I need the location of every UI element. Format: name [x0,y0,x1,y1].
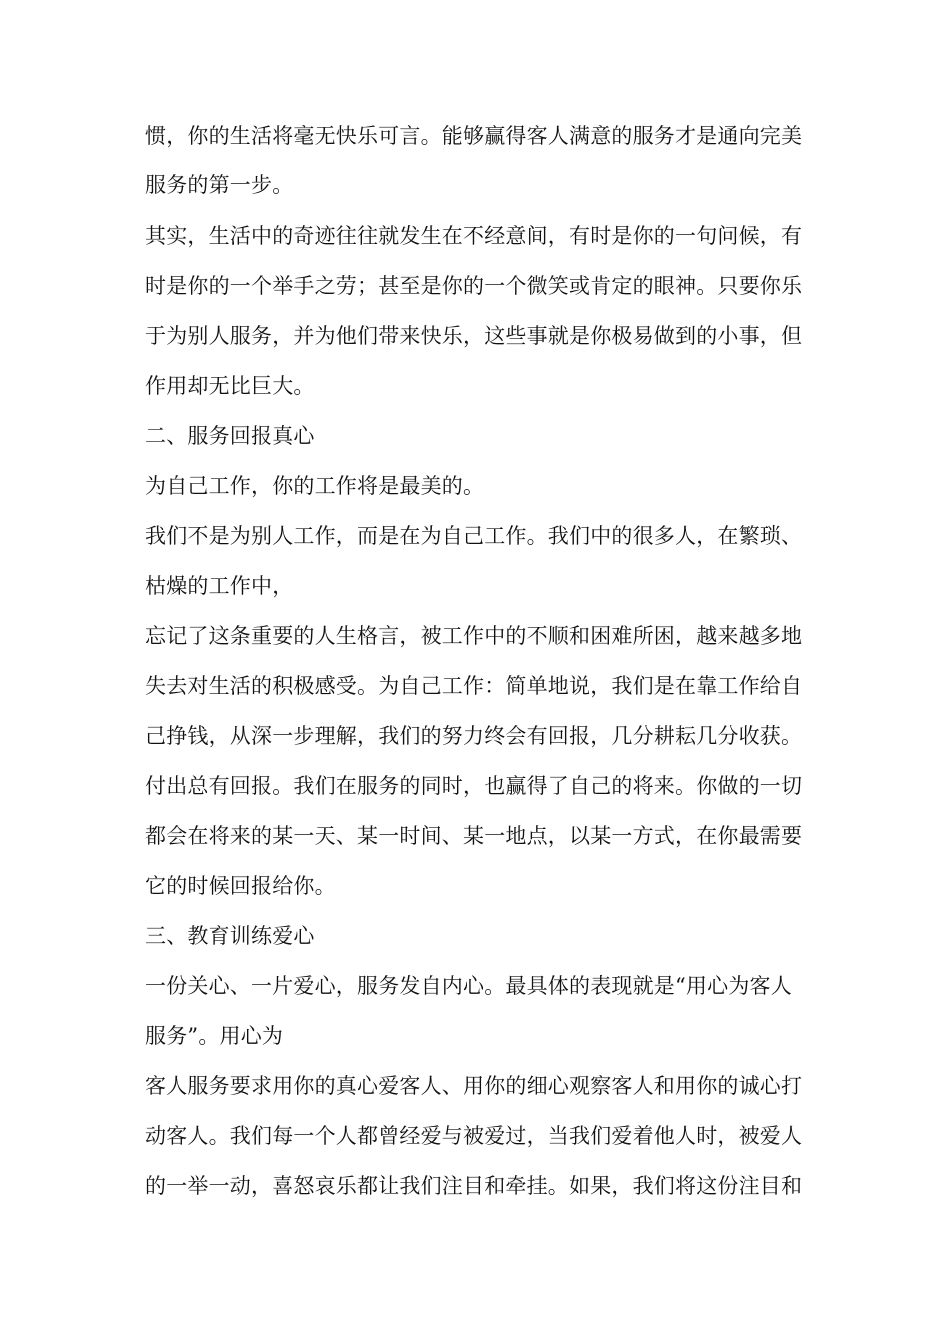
paragraph-line: 作用却无比巨大。 [145,374,315,398]
paragraph-line: 都会在将来的某一天、某一时间、某一地点，以某一方式，在你最需要 [145,824,803,848]
paragraph-line: 我们不是为别人工作，而是在为自己工作。我们中的很多人，在繁琐、 [145,524,803,548]
paragraph-line: 于为别人服务，并为他们带来快乐，这些事就是你极易做到的小事，但 [145,324,803,348]
paragraph-line: 它的时候回报给你。 [145,874,336,898]
section-heading: 二、服务回报真心 [145,424,315,448]
paragraph-line: 惯，你的生活将毫无快乐可言。能够赢得客人满意的服务才是通向完美 [145,124,803,148]
paragraph-line: 失去对生活的积极感受。为自己工作：简单地说，我们是在靠工作给自 [145,674,803,698]
paragraph-line: 服务”。用心为 [145,1024,284,1048]
paragraph-line: 己挣钱，从深一步理解，我们的努力终会有回报，几分耕耘几分收获。 [145,724,803,748]
paragraph-line: 忘记了这条重要的人生格言，被工作中的不顺和困难所困，越来越多地 [145,624,803,648]
paragraph-line: 为自己工作，你的工作将是最美的。 [145,474,485,498]
paragraph-line: 一份关心、一片爱心，服务发自内心。最具体的表现就是“用心为客人 [145,974,792,998]
paragraph-line: 其实，生活中的奇迹往往就发生在不经意间，有时是你的一句问候，有 [145,224,803,248]
paragraph-line: 付出总有回报。我们在服务的同时，也赢得了自己的将来。你做的一切 [145,774,803,798]
paragraph-line: 服务的第一步。 [145,173,294,197]
paragraph-line: 动客人。我们每一个人都曾经爱与被爱过，当我们爱着他人时，被爱人 [145,1124,803,1148]
paragraph-line: 客人服务要求用你的真心爱客人、用你的细心观察客人和用你的诚心打 [145,1074,803,1098]
paragraph-line: 时是你的一个举手之劳；甚至是你的一个微笑或肯定的眼神。只要你乐 [145,274,803,298]
paragraph-line: 的一举一动，喜怒哀乐都让我们注目和牵挂。如果，我们将这份注目和 [145,1174,803,1198]
section-heading: 三、教育训练爱心 [145,924,315,948]
paragraph-line: 枯燥的工作中， [145,574,294,598]
